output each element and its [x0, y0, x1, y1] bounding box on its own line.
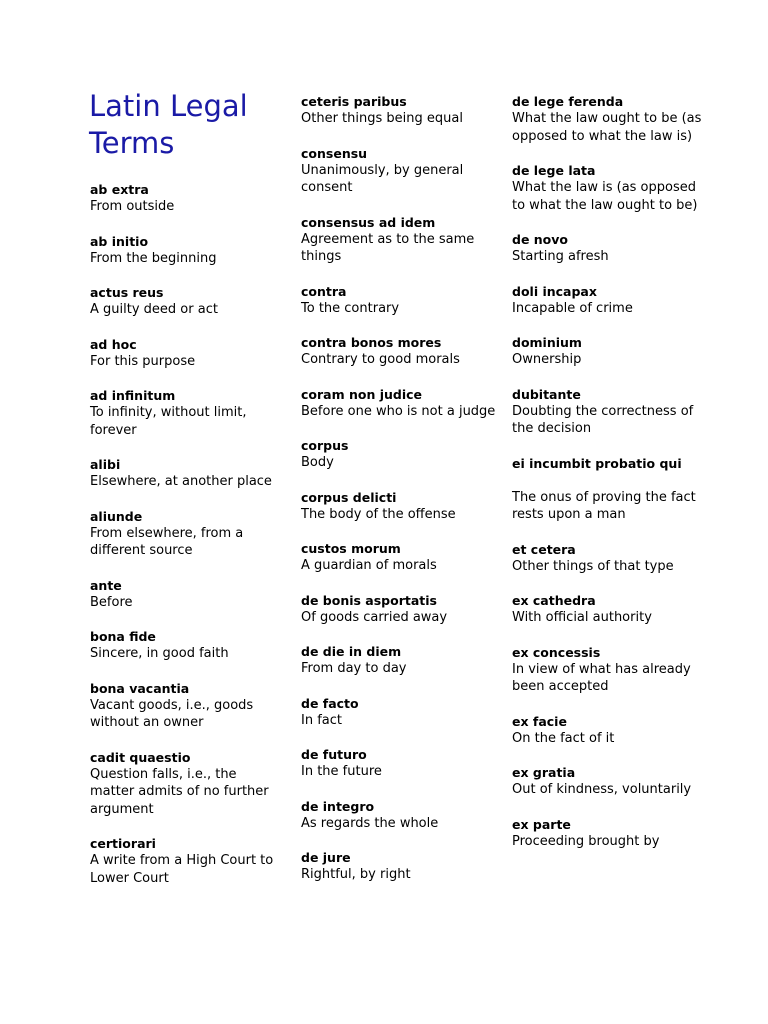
- term-name: custos morum: [301, 541, 401, 556]
- term-definition: With official authority: [512, 610, 652, 625]
- term-name: bona vacantia: [90, 680, 190, 696]
- glossary-entry: [512, 455, 712, 524]
- glossary-entry: [90, 284, 280, 319]
- term-definition: What the law ought to be (as opposed to what the law is): [512, 111, 702, 144]
- term-name: ex gratia: [512, 765, 576, 780]
- glossary-entry: [301, 592, 496, 627]
- glossary-entry: [301, 145, 496, 197]
- term-definition: From elsewhere, from a different source: [90, 525, 244, 558]
- glossary-entry: [90, 233, 280, 268]
- term-name: de novo: [512, 232, 568, 247]
- term-name: ex concessis: [512, 644, 601, 660]
- term-name: corpus delicti: [301, 489, 397, 505]
- term-definition: Vacant goods, i.e., goods without an owner: [90, 697, 254, 730]
- glossary-entry: [512, 162, 712, 214]
- term-definition: Doubting the correctness of the decision: [512, 403, 694, 436]
- term-definition: Incapable of crime: [512, 300, 633, 316]
- term-name: actus reus: [90, 285, 164, 300]
- term-name: de die in diem: [301, 644, 402, 659]
- term-name: coram non judice: [301, 386, 423, 402]
- term-definition: From day to day: [301, 661, 407, 676]
- term-definition: A guardian of morals: [301, 558, 437, 573]
- term-name: ab extra: [90, 182, 149, 197]
- glossary-entry: [301, 283, 496, 318]
- term-name: ex facie: [512, 713, 567, 729]
- glossary-entry: [90, 387, 280, 439]
- glossary-entry: [90, 508, 280, 560]
- term-definition: Ownership: [512, 352, 582, 367]
- term-definition: On the fact of it: [512, 730, 615, 746]
- term-definition: Of goods carried away: [301, 609, 448, 625]
- column-2: [301, 93, 496, 901]
- term-name: ex parte: [512, 816, 571, 832]
- glossary-entry: [301, 386, 496, 421]
- term-name: alibi: [90, 457, 121, 472]
- term-name: aliunde: [90, 508, 143, 524]
- term-name: ab initio: [90, 233, 149, 249]
- term-definition: From outside: [90, 199, 175, 214]
- glossary-entry: [90, 628, 280, 663]
- term-definition: From the beginning: [90, 250, 217, 266]
- term-name: contra bonos mores: [301, 335, 442, 350]
- term-name: de futuro: [301, 747, 367, 762]
- term-definition: Question falls, i.e., the matter admits of no further argument: [90, 766, 269, 817]
- term-name: et cetera: [512, 541, 576, 557]
- glossary-entry: [512, 713, 712, 748]
- glossary-entry: [301, 695, 496, 730]
- glossary-entry: [90, 835, 280, 887]
- term-name: de jure: [301, 850, 351, 865]
- term-definition: Starting afresh: [512, 249, 609, 264]
- glossary-entry: [90, 577, 280, 612]
- term-name: certiorari: [90, 836, 156, 851]
- term-name: de facto: [301, 695, 359, 711]
- term-definition: In the future: [301, 764, 382, 779]
- term-definition: What the law is (as opposed to what the law ought to be): [512, 180, 698, 213]
- term-name: dominium: [512, 335, 582, 350]
- glossary-entry: [512, 644, 712, 696]
- term-definition: Contrary to good morals: [301, 352, 460, 367]
- term-definition: As regards the whole: [301, 815, 439, 831]
- term-definition: Agreement as to the same things: [301, 231, 475, 264]
- glossary-entry: [512, 764, 712, 799]
- term-definition: Proceeding brought by: [512, 833, 660, 849]
- column-3: [512, 93, 712, 867]
- term-name: ad infinitum: [90, 388, 176, 403]
- term-definition: To the contrary: [301, 300, 400, 316]
- glossary-entry: [301, 540, 496, 575]
- blank-line: [512, 472, 712, 489]
- glossary-entry: [301, 489, 496, 524]
- page-title: Latin Legal Terms: [89, 89, 248, 160]
- term-name: ei incumbit probatio qui: [512, 455, 682, 471]
- glossary-entry: [301, 93, 496, 128]
- glossary-entry: [301, 214, 496, 266]
- term-name: consensu: [301, 145, 368, 161]
- term-name: de integro: [301, 798, 375, 814]
- term-definition: For this purpose: [90, 353, 196, 369]
- term-definition: Other things of that type: [512, 558, 674, 574]
- term-definition: Before one who is not a judge: [301, 403, 496, 419]
- term-name: ex cathedra: [512, 593, 596, 608]
- column-1: [90, 181, 280, 904]
- glossary-entry: [512, 386, 712, 438]
- term-definition: A guilty deed or act: [90, 302, 218, 317]
- glossary-entry: [512, 541, 712, 576]
- glossary-entry: [512, 231, 712, 266]
- glossary-entry: [512, 816, 712, 851]
- glossary-entry: [90, 181, 280, 216]
- term-definition: Sincere, in good faith: [90, 646, 229, 661]
- term-definition: The onus of proving the fact rests upon a man: [512, 489, 696, 522]
- term-name: contra: [301, 283, 347, 299]
- term-name: cadit quaestio: [90, 749, 191, 765]
- term-definition: Out of kindness, voluntarily: [512, 782, 692, 797]
- term-name: de lege lata: [512, 163, 596, 178]
- term-definition: Other things being equal: [301, 111, 463, 126]
- term-definition: Elsewhere, at another place: [90, 474, 272, 489]
- term-definition: In view of what has already been accepted: [512, 661, 691, 694]
- term-definition: A write from a High Court to Lower Court: [90, 853, 274, 886]
- glossary-entry: [90, 749, 280, 819]
- term-name: de lege ferenda: [512, 94, 624, 109]
- glossary-entry: [90, 336, 280, 371]
- term-name: bona fide: [90, 629, 156, 644]
- term-name: de bonis asportatis: [301, 592, 437, 608]
- term-definition: Body: [301, 455, 334, 470]
- term-definition: In fact: [301, 712, 342, 728]
- term-name: ante: [90, 577, 122, 593]
- glossary-entry: [90, 456, 280, 491]
- glossary-entry: [512, 93, 712, 145]
- term-definition: Rightful, by right: [301, 867, 411, 882]
- glossary-entry: [301, 334, 496, 369]
- glossary-entry: [90, 680, 280, 732]
- glossary-entry: [301, 849, 496, 884]
- term-name: corpus: [301, 438, 349, 453]
- term-name: consensus ad idem: [301, 214, 436, 230]
- glossary-entry: [512, 334, 712, 369]
- term-definition: Unanimously, by general consent: [301, 162, 464, 195]
- term-definition: Before: [90, 594, 133, 610]
- glossary-entry: [512, 592, 712, 627]
- glossary-entry: [301, 437, 496, 472]
- glossary-entry: [301, 798, 496, 833]
- term-name: doli incapax: [512, 283, 597, 299]
- glossary-entry: [512, 283, 712, 318]
- term-definition: The body of the offense: [301, 506, 456, 522]
- term-name: ceteris paribus: [301, 94, 407, 109]
- glossary-entry: [301, 643, 496, 678]
- term-definition: To infinity, without limit, forever: [90, 405, 247, 438]
- term-name: ad hoc: [90, 336, 137, 352]
- glossary-entry: [301, 746, 496, 781]
- term-name: dubitante: [512, 386, 581, 402]
